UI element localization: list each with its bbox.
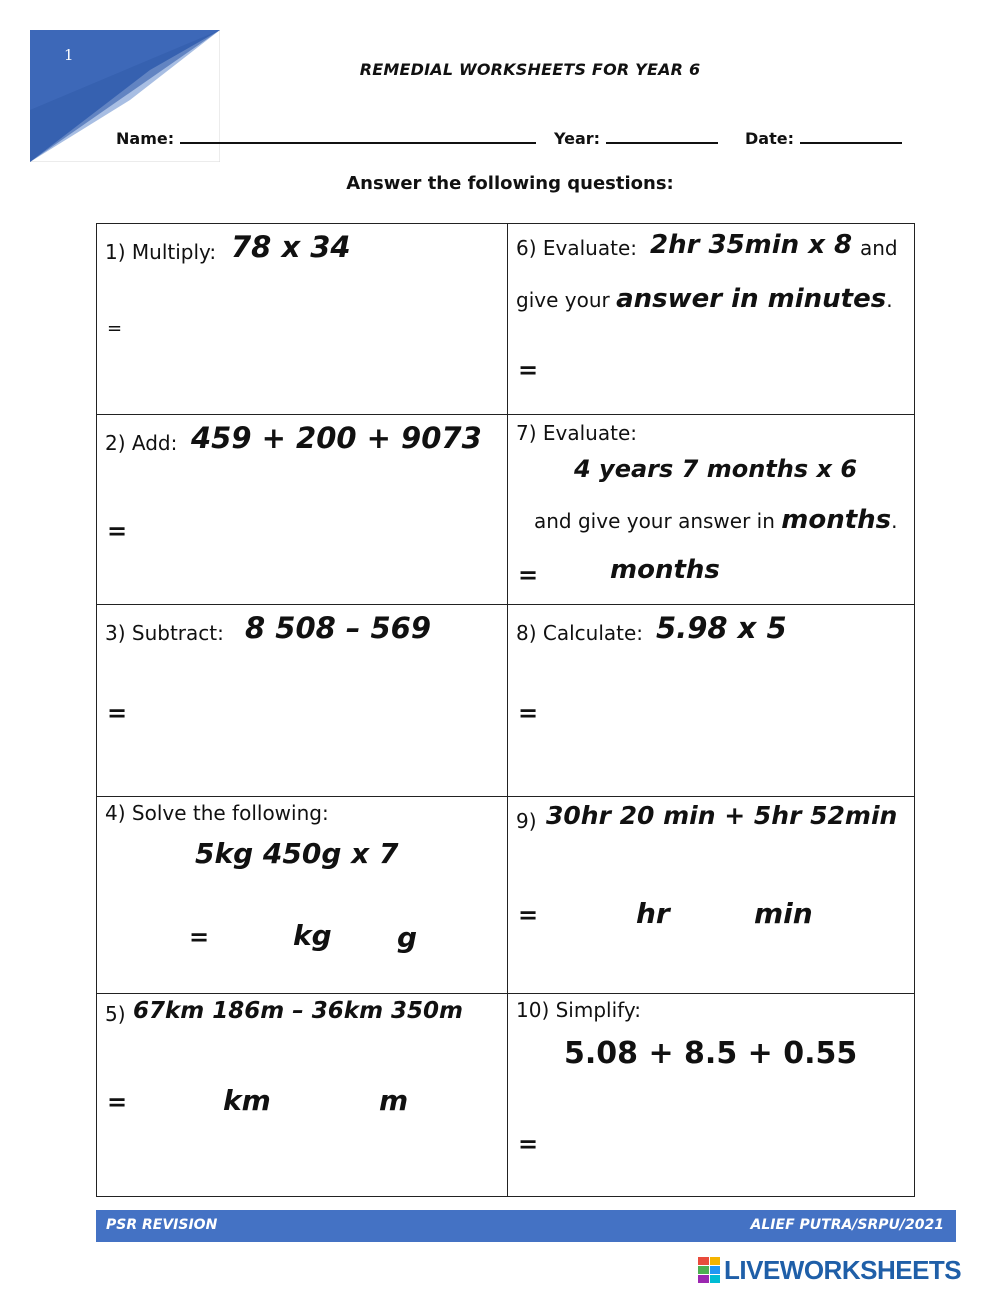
q2-label: 2) Add: — [105, 431, 178, 455]
q9-expression: 30hr 20 min + 5hr 52min — [546, 801, 898, 830]
q9-unit-hr: hr — [636, 897, 670, 930]
q5-unit-m: m — [379, 1084, 409, 1117]
q1-expression: 78 x 34 — [231, 230, 351, 264]
question-10 — [508, 994, 916, 1198]
q9-answer-field[interactable]: = — [518, 901, 539, 929]
q10-expression: 5.08 + 8.5 + 0.55 — [564, 1036, 858, 1071]
q5-label: 5) — [105, 1002, 126, 1026]
q7-instruction: and give your answer in months. — [534, 505, 898, 535]
q8-label: 8) Calculate: — [516, 621, 644, 645]
name-line[interactable] — [180, 128, 536, 144]
q6-label: 6) Evaluate: — [516, 236, 637, 260]
q1-answer-field[interactable]: = — [107, 318, 123, 339]
question-5 — [97, 994, 507, 1198]
q7-unit-months: months — [610, 555, 720, 585]
page-number: 1 — [64, 46, 74, 64]
q2-answer-field[interactable]: = — [107, 517, 128, 545]
q4-answer-field[interactable]: = — [189, 923, 210, 951]
question-9 — [508, 797, 916, 993]
q6-and-text: and — [860, 236, 898, 260]
year-field[interactable] — [554, 128, 718, 148]
date-line[interactable] — [800, 128, 902, 144]
q9-label: 9) — [516, 809, 537, 833]
liveworksheets-icon — [698, 1257, 720, 1283]
q6-expression: 2hr 35min x 8 — [650, 230, 853, 260]
q7-label: 7) Evaluate: — [516, 421, 637, 445]
question-4 — [97, 797, 507, 993]
q10-answer-field[interactable]: = — [518, 1130, 539, 1158]
date-field[interactable] — [745, 128, 902, 148]
q3-answer-field[interactable]: = — [107, 699, 128, 727]
question-1 — [97, 224, 507, 414]
question-8 — [508, 605, 916, 796]
footer-left-text: PSR REVISION — [106, 1217, 218, 1233]
liveworksheets-wordmark: LIVEWORKSHEETS — [724, 1254, 962, 1285]
q6-instruction-emphasis: answer in minutes — [616, 284, 887, 314]
question-2 — [97, 415, 507, 604]
date-label: Date: — [745, 129, 794, 148]
q3-label: 3) Subtract: — [105, 621, 224, 645]
name-field[interactable] — [116, 128, 536, 148]
q9-unit-min: min — [754, 897, 813, 930]
q3-expression: 8 508 – 569 — [245, 611, 432, 645]
liveworksheets-logo[interactable] — [698, 1252, 961, 1288]
q2-expression: 459 + 200 + 9073 — [191, 421, 482, 455]
question-6 — [508, 224, 916, 414]
q5-expression: 67km 186m – 36km 350m — [133, 998, 464, 1024]
q7-expression: 4 years 7 months x 6 — [574, 455, 858, 483]
instruction-text: Answer the following questions: — [346, 173, 674, 194]
q8-answer-field[interactable]: = — [518, 699, 539, 727]
year-label: Year: — [554, 129, 601, 148]
q6-answer-field[interactable]: = — [518, 356, 539, 384]
question-grid — [96, 223, 915, 1197]
question-3 — [97, 605, 507, 796]
footer-right-text: ALIEF PUTRA/SRPU/2021 — [750, 1217, 944, 1233]
year-line[interactable] — [606, 128, 718, 144]
q8-expression: 5.98 x 5 — [656, 611, 787, 645]
q5-unit-km: km — [223, 1084, 271, 1117]
q4-label: 4) Solve the following: — [105, 801, 329, 825]
name-label: Name: — [116, 129, 175, 148]
q10-label: 10) Simplify: — [516, 998, 641, 1022]
q4-unit-kg: kg — [293, 919, 332, 952]
q7-instruction-emphasis: months — [781, 505, 892, 535]
worksheet-title: REMEDIAL WORKSHEETS FOR YEAR 6 — [359, 60, 701, 79]
q7-answer-field[interactable]: = — [518, 561, 539, 589]
q1-label: 1) Multiply: — [105, 240, 217, 264]
q4-expression: 5kg 450g x 7 — [195, 837, 399, 870]
question-7 — [508, 415, 916, 604]
footer-bar — [96, 1210, 956, 1242]
q5-answer-field[interactable]: = — [107, 1088, 128, 1116]
q4-unit-g: g — [397, 921, 418, 954]
q6-instruction: give your answer in minutes. — [516, 284, 893, 314]
